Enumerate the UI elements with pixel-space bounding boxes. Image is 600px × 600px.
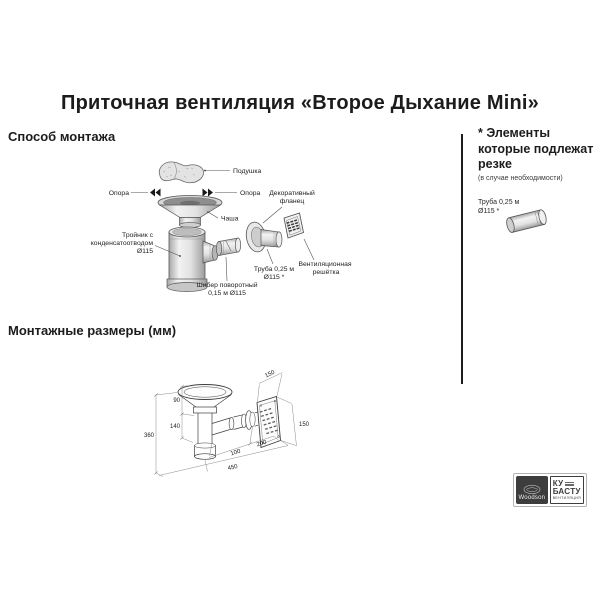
support-left-label: Опора	[108, 190, 129, 197]
page-title: Приточная вентиляция «Второе Дыхание Mini»	[61, 92, 539, 114]
dim-140: 140	[169, 424, 180, 430]
method-section-heading: Способ монтажа	[8, 129, 116, 144]
support-left-icon	[150, 189, 161, 197]
flange-label-1: Декоративный	[269, 190, 315, 197]
shop-line3: ВЕНТИЛЯЦИЯ	[552, 496, 581, 501]
dimension-drawing	[130, 355, 330, 495]
grille-drawing	[284, 213, 314, 260]
exploded-view-diagram	[60, 145, 460, 315]
bowl-label: Чаша	[221, 215, 239, 223]
woodson-emblem-icon	[522, 484, 542, 495]
cut-panel-note: (в случае необходимости)	[478, 174, 563, 182]
woodson-box	[516, 476, 548, 504]
bowl-drawing	[158, 196, 222, 228]
funnel-drawing	[178, 385, 232, 460]
tee-label-1: Тройник с	[122, 232, 153, 239]
dim-90: 90	[173, 398, 180, 404]
support-right-label: Опора	[240, 190, 261, 197]
cut-pipe-label-2: Ø115 *	[478, 207, 500, 215]
dim-150-right: 150	[299, 422, 310, 428]
dim-450: 450	[227, 463, 239, 473]
pillow-label: Подушка	[233, 168, 262, 175]
shop-box	[550, 476, 584, 504]
cut-pipe-label-1: Труба 0,25 м	[478, 198, 520, 206]
logo-box	[513, 473, 587, 507]
wall-pipe-label-2: Ø115 *	[263, 274, 285, 281]
divider-line	[461, 134, 463, 384]
cut-pipe-drawing	[502, 202, 557, 238]
dim-150-top: 150	[264, 369, 276, 380]
dimensions-section-heading: Монтажные размеры (мм)	[8, 323, 177, 338]
wall-pipe-label-1: Труба 0,25 м	[253, 266, 295, 273]
grille-label-2: решётка	[312, 269, 340, 276]
flange-label-2: фланец	[279, 198, 305, 205]
damper-label-2: 0,15 м Ø115	[208, 290, 246, 297]
grille-label-1: Вентиляционная	[298, 261, 352, 268]
damper-label-1: Шибер поворотный	[196, 282, 258, 289]
woodson-brand: Woodson	[518, 495, 546, 501]
dim-100: 100	[230, 448, 242, 458]
branch-drawing	[212, 411, 258, 435]
wall-plate-drawing	[257, 397, 281, 448]
tee-label-3: Ø115	[136, 248, 153, 255]
support-right-icon	[203, 189, 214, 197]
shop-tagline-marks	[565, 482, 574, 486]
tee-label-2: конденсатоотводом	[90, 240, 153, 247]
cut-panel-heading: * Элементы которые подлежат резке	[478, 126, 594, 171]
dim-200: 200	[256, 439, 268, 449]
dim-360: 360	[143, 433, 154, 439]
shop-line1: КУ	[552, 478, 564, 488]
damper-drawing	[216, 238, 240, 281]
shop-line2: БАСТУ	[552, 486, 581, 496]
pillow-drawing	[159, 162, 230, 183]
